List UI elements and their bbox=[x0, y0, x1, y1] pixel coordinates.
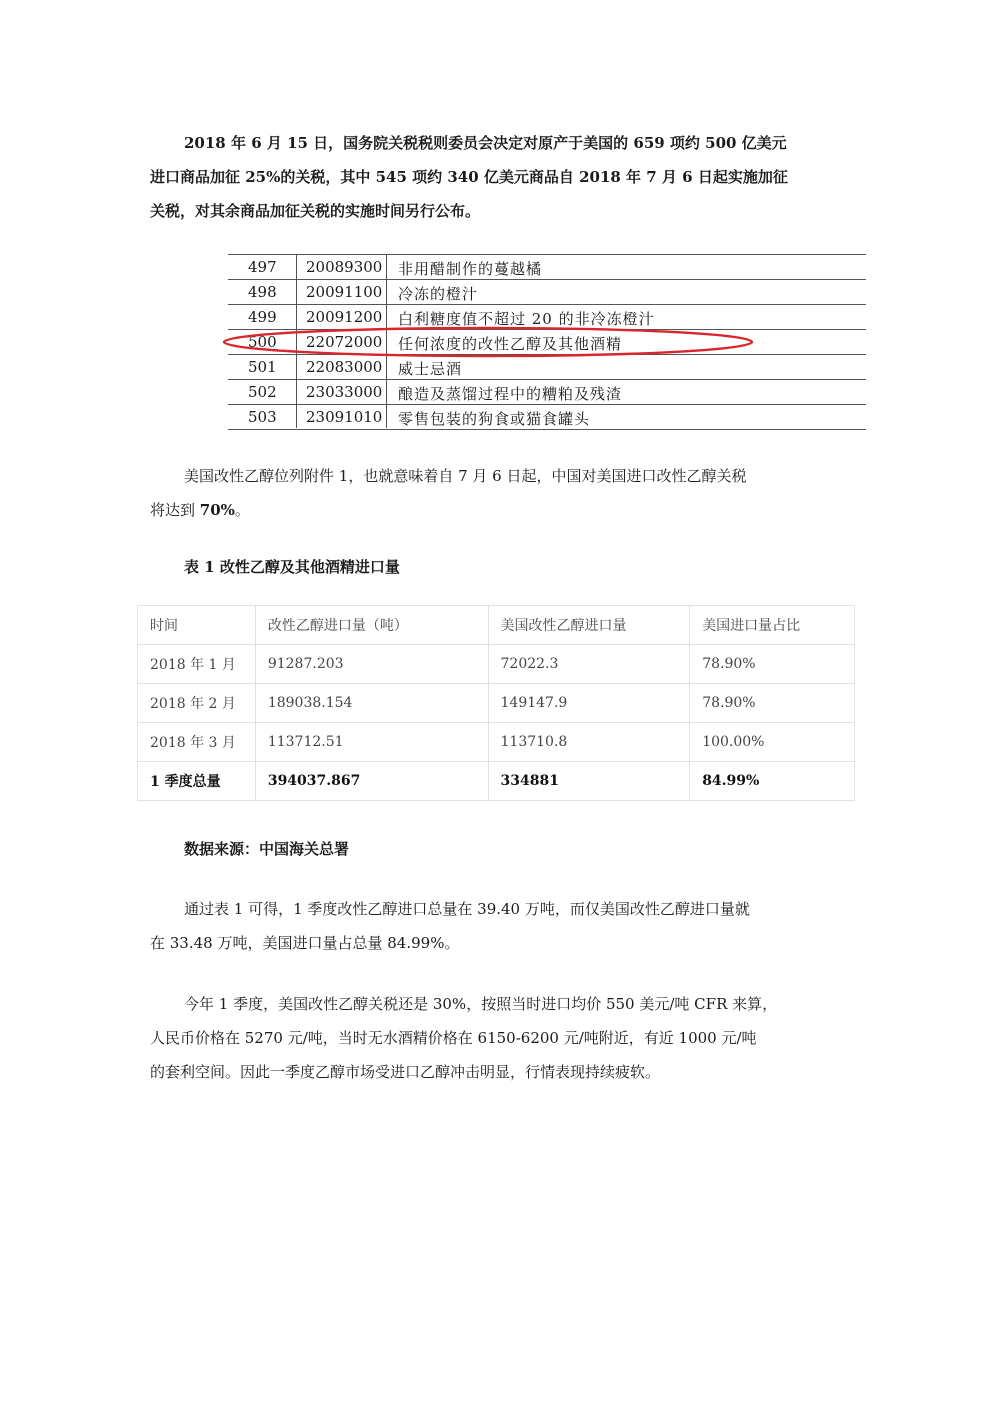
table-header: 美国进口量占比 bbox=[690, 606, 855, 645]
tariff-desc: 非用醋制作的蔓越橘 bbox=[398, 260, 543, 278]
table-row bbox=[138, 684, 855, 723]
data-source: 数据来源：中国海关总署 bbox=[184, 840, 350, 858]
intro-line-3: 关税，对其余商品加征关税的实施时间另行公布。 bbox=[150, 202, 481, 220]
tariff-code: 22072000 bbox=[306, 333, 383, 351]
table-cell: 149147.9 bbox=[488, 684, 690, 723]
intro-paragraph bbox=[150, 126, 840, 228]
tariff-line-2 bbox=[150, 493, 840, 527]
table-cell: 91287.203 bbox=[255, 645, 488, 684]
tariff-rate: 70% bbox=[199, 501, 235, 519]
table-cell: 2018 年 3 月 bbox=[138, 723, 256, 762]
tariff-row bbox=[228, 354, 866, 380]
arbitrage-line-3: 的套利空间。因此一季度乙醇市场受进口乙醇冲击明显，行情表现持续疲软。 bbox=[150, 1063, 661, 1081]
table-cell: 113710.8 bbox=[488, 723, 690, 762]
arbitrage-line-2: 人民币价格在 5270 元/吨，当时无水酒精价格在 6150-6200 元/吨附近，有近 1000 元/吨 bbox=[150, 1029, 757, 1047]
tariff-desc: 酿造及蒸馏过程中的糟粕及残渣 bbox=[398, 385, 623, 403]
tariff-desc: 威士忌酒 bbox=[398, 360, 463, 378]
intro-line-2: 进口商品加征 25%的关税，其中 545 项约 340 亿美元商品自 2018 年 7 月 6 日起实施加征 bbox=[150, 168, 788, 186]
table-row bbox=[138, 723, 855, 762]
tariff-line-2-text: 将达到 bbox=[150, 501, 200, 519]
tariff-row bbox=[228, 254, 866, 280]
tariff-no: 503 bbox=[248, 408, 277, 426]
analysis-line-1: 通过表 1 可得，1 季度改性乙醇进口总量在 39.40 万吨，而仅美国改性乙醇进口量就 bbox=[184, 900, 750, 918]
tariff-line-1: 美国改性乙醇位列附件 1，也就意味着自 7 月 6 日起，中国对美国进口改性乙醇关税 bbox=[184, 467, 747, 485]
arbitrage-paragraph bbox=[150, 987, 840, 1089]
table-total-cell: 334881 bbox=[488, 762, 690, 801]
analysis-paragraph bbox=[150, 892, 840, 960]
tariff-list-image bbox=[228, 250, 866, 428]
arbitrage-line-1: 今年 1 季度，美国改性乙醇关税还是 30%，按照当时进口均价 550 美元/吨 CFR 来算， bbox=[184, 995, 778, 1013]
tariff-desc: 零售包装的狗食或猫食罐头 bbox=[398, 410, 591, 428]
tariff-no: 498 bbox=[248, 283, 277, 301]
tariff-code: 22083000 bbox=[306, 358, 383, 376]
tariff-row bbox=[228, 404, 866, 430]
tariff-no: 497 bbox=[248, 258, 277, 276]
table-header-row bbox=[138, 606, 855, 645]
scan-column-divider bbox=[296, 254, 297, 428]
table-cell: 100.00% bbox=[690, 723, 855, 762]
table-cell: 113712.51 bbox=[255, 723, 488, 762]
scan-column-divider bbox=[386, 254, 387, 428]
table-cell: 78.90% bbox=[690, 684, 855, 723]
table-total-cell: 84.99% bbox=[690, 762, 855, 801]
table-header: 美国改性乙醇进口量 bbox=[488, 606, 690, 645]
tariff-desc: 冷冻的橙汁 bbox=[398, 285, 479, 303]
tariff-no: 499 bbox=[248, 308, 277, 326]
table-total-row bbox=[138, 762, 855, 801]
analysis-line-2: 在 33.48 万吨，美国进口量占总量 84.99%。 bbox=[150, 934, 460, 952]
table-cell: 2018 年 2 月 bbox=[138, 684, 256, 723]
tariff-code: 23033000 bbox=[306, 383, 383, 401]
table-header: 改性乙醇进口量（吨） bbox=[255, 606, 488, 645]
tariff-row-highlighted bbox=[228, 329, 866, 355]
tariff-code: 23091010 bbox=[306, 408, 383, 426]
table-total-cell: 1 季度总量 bbox=[138, 762, 256, 801]
tariff-code: 20091100 bbox=[306, 283, 383, 301]
table-cell: 72022.3 bbox=[488, 645, 690, 684]
table-header: 时间 bbox=[138, 606, 256, 645]
table-row bbox=[138, 645, 855, 684]
tariff-desc: 任何浓度的改性乙醇及其他酒精 bbox=[398, 335, 623, 353]
table-cell: 189038.154 bbox=[255, 684, 488, 723]
table-total-cell: 394037.867 bbox=[255, 762, 488, 801]
tariff-no: 500 bbox=[248, 333, 277, 351]
tariff-code: 20091200 bbox=[306, 308, 383, 326]
tariff-desc: 白利糖度值不超过 20 的非冷冻橙汁 bbox=[398, 310, 655, 328]
table-cell: 78.90% bbox=[690, 645, 855, 684]
tariff-no: 502 bbox=[248, 383, 277, 401]
tariff-paragraph bbox=[150, 459, 840, 527]
tariff-row bbox=[228, 304, 866, 330]
tariff-line-end: 。 bbox=[234, 501, 250, 519]
import-volume-table bbox=[137, 605, 855, 801]
table-title: 表 1 改性乙醇及其他酒精进口量 bbox=[184, 558, 400, 576]
tariff-row bbox=[228, 279, 866, 305]
tariff-row bbox=[228, 379, 866, 405]
tariff-no: 501 bbox=[248, 358, 277, 376]
table-cell: 2018 年 1 月 bbox=[138, 645, 256, 684]
tariff-code: 20089300 bbox=[306, 258, 383, 276]
intro-line-1: 2018 年 6 月 15 日，国务院关税税则委员会决定对原产于美国的 659 项约 500 亿美元 bbox=[184, 134, 787, 152]
